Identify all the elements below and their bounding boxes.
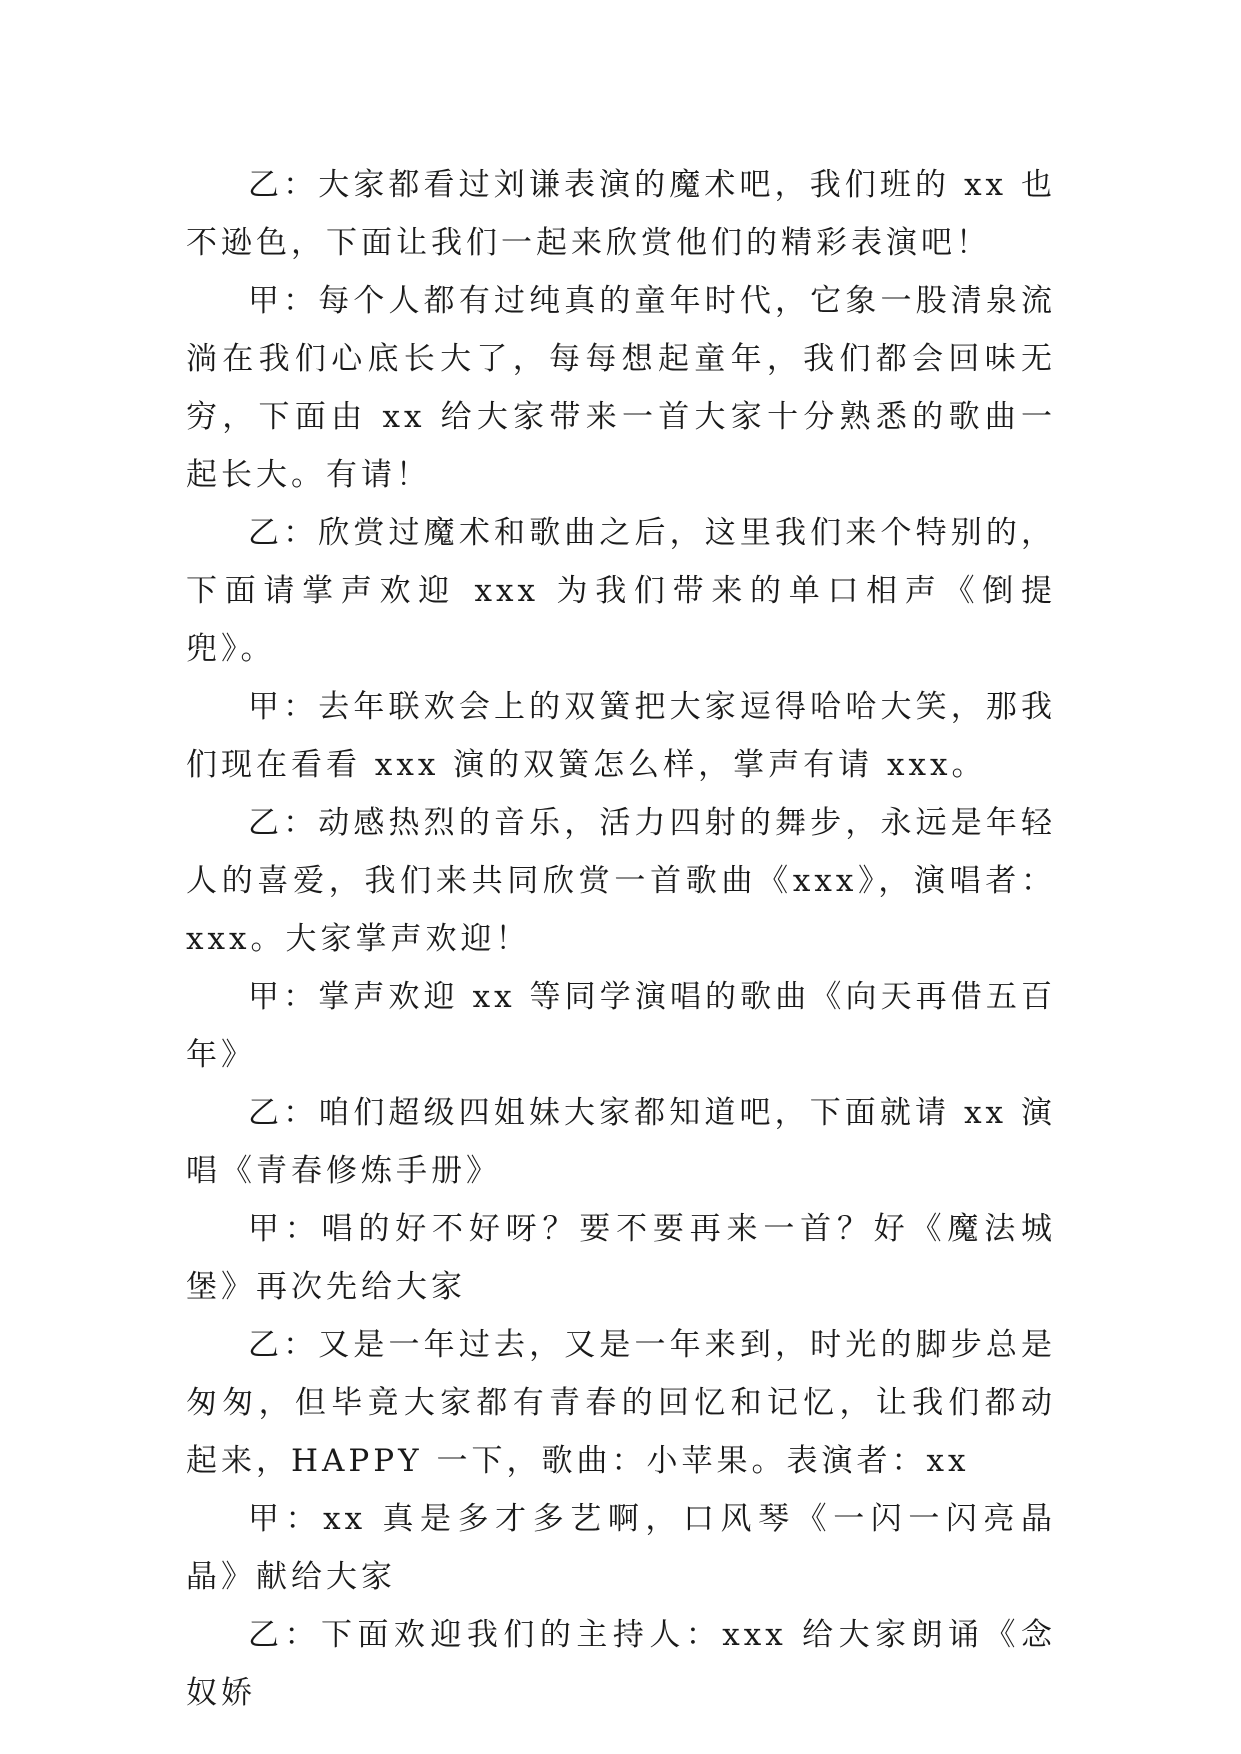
paragraph: 甲：去年联欢会上的双簧把大家逗得哈哈大笑，那我们现在看看 xxx 演的双簧怎么样，掌声有请 xxx。	[186, 689, 1056, 783]
paragraph: 乙：欣赏过魔术和歌曲之后，这里我们来个特别的，下面请掌声欢迎 xxx 为我们带来的单口相声《倒提兜》。	[186, 515, 1056, 667]
paragraph: 甲：每个人都有过纯真的童年时代，它象一股清泉流淌在我们心底长大了，每每想起童年，我们都会回味无穷，下面由 xx 给大家带来一首大家十分熟悉的歌曲一起长大。有请！	[186, 283, 1056, 493]
document-body	[186, 156, 1056, 1722]
paragraph: 甲：唱的好不好呀？要不要再来一首？好《魔法城堡》再次先给大家	[186, 1211, 1056, 1305]
paragraph: 甲：xx 真是多才多艺啊，口风琴《一闪一闪亮晶晶》献给大家	[186, 1501, 1056, 1595]
paragraph: 乙：又是一年过去，又是一年来到，时光的脚步总是匆匆，但毕竟大家都有青春的回忆和记忆，让我们都动起来，HAPPY 一下，歌曲：小苹果。表演者：xx	[186, 1327, 1056, 1479]
paragraph: 乙：动感热烈的音乐，活力四射的舞步，永远是年轻人的喜爱，我们来共同欣赏一首歌曲《xxx》，演唱者：xxx。大家掌声欢迎！	[186, 805, 1056, 957]
paragraph: 乙：大家都看过刘谦表演的魔术吧，我们班的 xx 也不逊色，下面让我们一起来欣赏他们的精彩表演吧！	[186, 167, 1056, 261]
paragraph: 甲：掌声欢迎 xx 等同学演唱的歌曲《向天再借五百年》	[186, 979, 1056, 1073]
paragraph: 乙：下面欢迎我们的主持人：xxx 给大家朗诵《念奴娇	[186, 1617, 1056, 1711]
paragraph: 乙：咱们超级四姐妹大家都知道吧，下面就请 xx 演唱《青春修炼手册》	[186, 1095, 1056, 1189]
